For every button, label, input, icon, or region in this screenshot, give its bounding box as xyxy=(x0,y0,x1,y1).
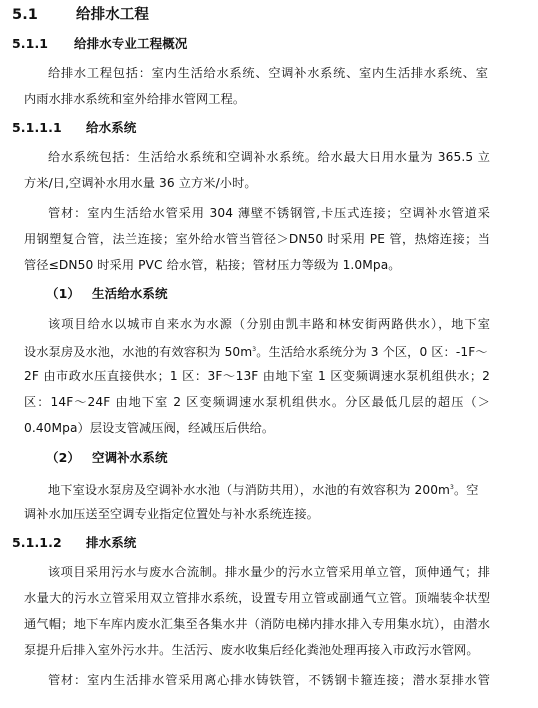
paragraph-line xyxy=(0,564,490,580)
subheading-title: 空调补水系统 xyxy=(92,450,168,465)
paragraph-line xyxy=(0,480,479,498)
subheading-number: （1） xyxy=(46,286,80,301)
heading-5-1 xyxy=(0,6,149,24)
text-span: 给排水工程包括：室内生活给水系统、空调补水系统、室内生活排水系统、室 xyxy=(48,66,488,80)
paragraph-line xyxy=(0,342,488,360)
paragraph-line xyxy=(0,672,490,688)
heading-5-1-1-2 xyxy=(0,535,136,551)
paragraph-line xyxy=(0,616,490,632)
paragraph-line xyxy=(0,65,488,81)
heading-5-1-1-1 xyxy=(0,120,136,136)
text-span: 管径≤DN50 时采用 PVC 给水管，粘接；管材压力等级为 1.0Mpa。 xyxy=(24,258,401,272)
text-span: 区：14F～24F 由地下室 2 区变频调速水泵机组供水。分区最低几层的超压（＞ xyxy=(24,395,490,409)
heading-title: 给排水专业工程概况 xyxy=(74,36,188,51)
paragraph-line xyxy=(0,394,490,410)
paragraph-line xyxy=(0,642,479,658)
text-span: 地下室设水泵房及空调补水水池（与消防共用），水池的有效容积为 200m xyxy=(48,483,451,497)
paragraph-line xyxy=(0,257,401,273)
text-span: 。空 xyxy=(453,483,479,497)
text-span: 给水系统包括：生活给水系统和空调补水系统。给水最大日用水量为 365.5 立 xyxy=(48,150,490,164)
text-span: 管材：室内生活给水管采用 304 薄壁不锈钢管,卡压式连接；空调补水管道采 xyxy=(48,206,490,220)
heading-number: 5.1.1.2 xyxy=(12,535,62,550)
paragraph-line xyxy=(0,420,274,436)
text-span: 通气帽；地下车库内废水汇集至各集水井（消防电梯内排水排入专用集水坑），由潜水 xyxy=(24,617,490,631)
subheading-2 xyxy=(0,450,168,466)
paragraph-line xyxy=(0,316,490,332)
text-span: 管材：室内生活排水管采用离心排水铸铁管，不锈钢卡箍连接；潜水泵排水管 xyxy=(48,673,490,687)
text-span: 该项目采用污水与废水合流制。排水量少的污水立管采用单立管，顶伸通气；排 xyxy=(48,565,490,579)
text-span: 设水泵房及水池，水池的有效容积为 50m xyxy=(24,345,253,359)
text-span: 该项目给水以城市自来水为水源（分别由凯丰路和林安街两路供水），地下室 xyxy=(48,317,490,331)
paragraph-line xyxy=(0,368,490,384)
subheading-1 xyxy=(0,286,168,302)
heading-title: 排水系统 xyxy=(86,535,137,550)
text-span: 。生活给水系统分为 3 个区，0 区：-1F～ xyxy=(256,345,488,359)
paragraph-line xyxy=(0,506,319,522)
heading-number: 5.1.1.1 xyxy=(12,120,62,135)
text-span: 0.40Mpa）层设支管减压阀，经减压后供给。 xyxy=(24,421,275,435)
text-span: 泵提升后排入室外污水井。生活污、废水收集后经化粪池处理再接入市政污水管网。 xyxy=(24,643,479,657)
text-span: 用钢塑复合管，法兰连接；室外给水管当管径＞DN50 时采用 PE 管，热熔连接；当 xyxy=(24,232,490,246)
text-span: 调补水加压送至空调专业指定位置处与补水系统连接。 xyxy=(24,507,319,521)
subheading-title: 生活给水系统 xyxy=(92,286,168,301)
text-span: 内雨水排水系统和室外给排水管网工程。 xyxy=(24,92,246,106)
subheading-number: （2） xyxy=(46,450,80,465)
paragraph-line xyxy=(0,590,490,606)
paragraph-line xyxy=(0,149,490,165)
paragraph-line xyxy=(0,205,490,221)
heading-5-1-1 xyxy=(0,36,187,52)
text-span: 水量大的污水立管采用双立管排水系统，设置专用立管或副通气立管。顶端装伞状型 xyxy=(24,591,490,605)
superscript: 3 xyxy=(252,346,257,353)
text-span: 方米/日,空调补水用水量 36 立方米/小时。 xyxy=(24,176,257,190)
paragraph-line xyxy=(0,231,490,247)
text-span: 2F 由市政水压直接供水；1 区：3F～13F 由地下室 1 区变频调速水泵机组供水；2 xyxy=(24,369,490,383)
heading-number: 5.1 xyxy=(12,7,38,23)
paragraph-line xyxy=(0,175,257,191)
heading-title: 给排水工程 xyxy=(76,7,149,23)
paragraph-line xyxy=(0,91,245,107)
superscript: 3 xyxy=(450,484,454,491)
heading-title: 给水系统 xyxy=(86,120,137,135)
heading-number: 5.1.1 xyxy=(12,36,49,51)
